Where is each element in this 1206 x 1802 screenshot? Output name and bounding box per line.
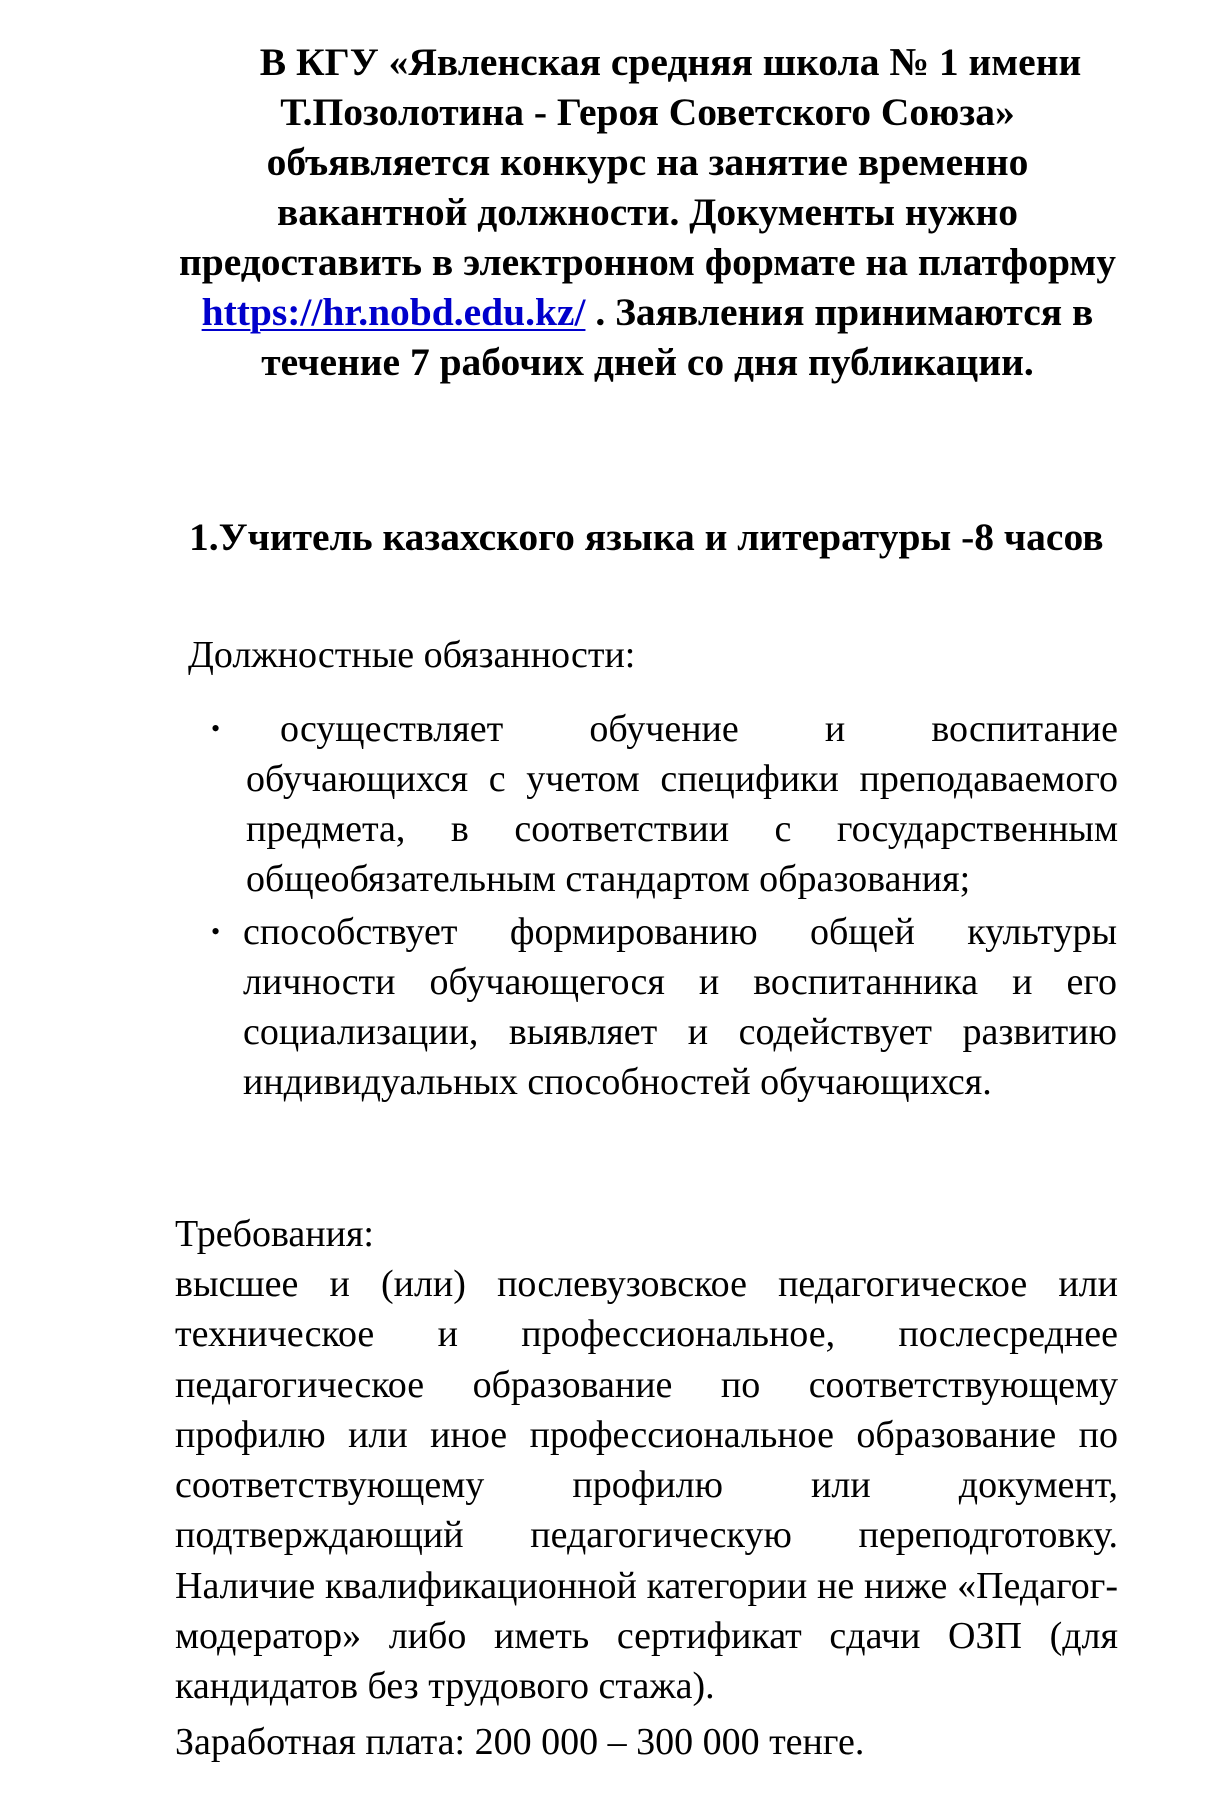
duty-text: осуществляет обучение и воспитание обучающихся с учетом специфики преподаваемого предмета, в соответствии с государственным общеобязательным стандартом образования; xyxy=(246,708,1118,900)
vacancy-number: 1. xyxy=(189,515,219,559)
duty-item xyxy=(175,907,1117,1107)
bullet-icon: • xyxy=(211,714,221,743)
duties-list xyxy=(175,704,1120,1107)
duty-item xyxy=(175,704,1118,904)
hr-platform-link[interactable]: https://hr.nobd.edu.kz/ xyxy=(201,290,586,334)
vacancy-title-text: Учитель казахского языка и литературы -8 часов xyxy=(218,515,1104,559)
duty-text: способствует формированию общей культуры личности обучающегося и воспитанника и его социализации, выявляет и содействует развитию индивидуальных способностей обучающихся. xyxy=(243,911,1117,1103)
vacancy-title xyxy=(175,512,1120,562)
announcement-text: В КГУ «Явленская средняя школа № 1 имени Т.Позолотина - Героя Советского Союза» объявляется конкурс на занятие временно вакантной должности. Документы нужно предоставить в электронном формате на платформу xyxy=(179,40,1116,284)
salary-text: Заработная плата: 200 000 – 300 000 тенге. xyxy=(175,1721,865,1763)
requirements-text: высшее и (или) послевузовское педагогическое или техническое и профессиональное, послесреднее педагогическое образование по соответствующему профилю или иное профессиональное образование по соответствующему профилю или документ, подтверждающий педагогическую переподготовку. Наличие квалификационной категории не ниже «Педагог-модератор» либо иметь сертификат сдачи ОЗП (для кандидатов без трудового стажа). xyxy=(175,1263,1118,1708)
announcement-deadline-text: . Заявления принимаются в течение 7 рабочих дней со дня публикации. xyxy=(261,290,1094,384)
bullet-icon: • xyxy=(211,917,221,946)
announcement-paragraph xyxy=(175,37,1120,387)
duties-label: Должностные обязанности: xyxy=(188,634,636,676)
requirements-label: Требования: xyxy=(175,1213,374,1255)
